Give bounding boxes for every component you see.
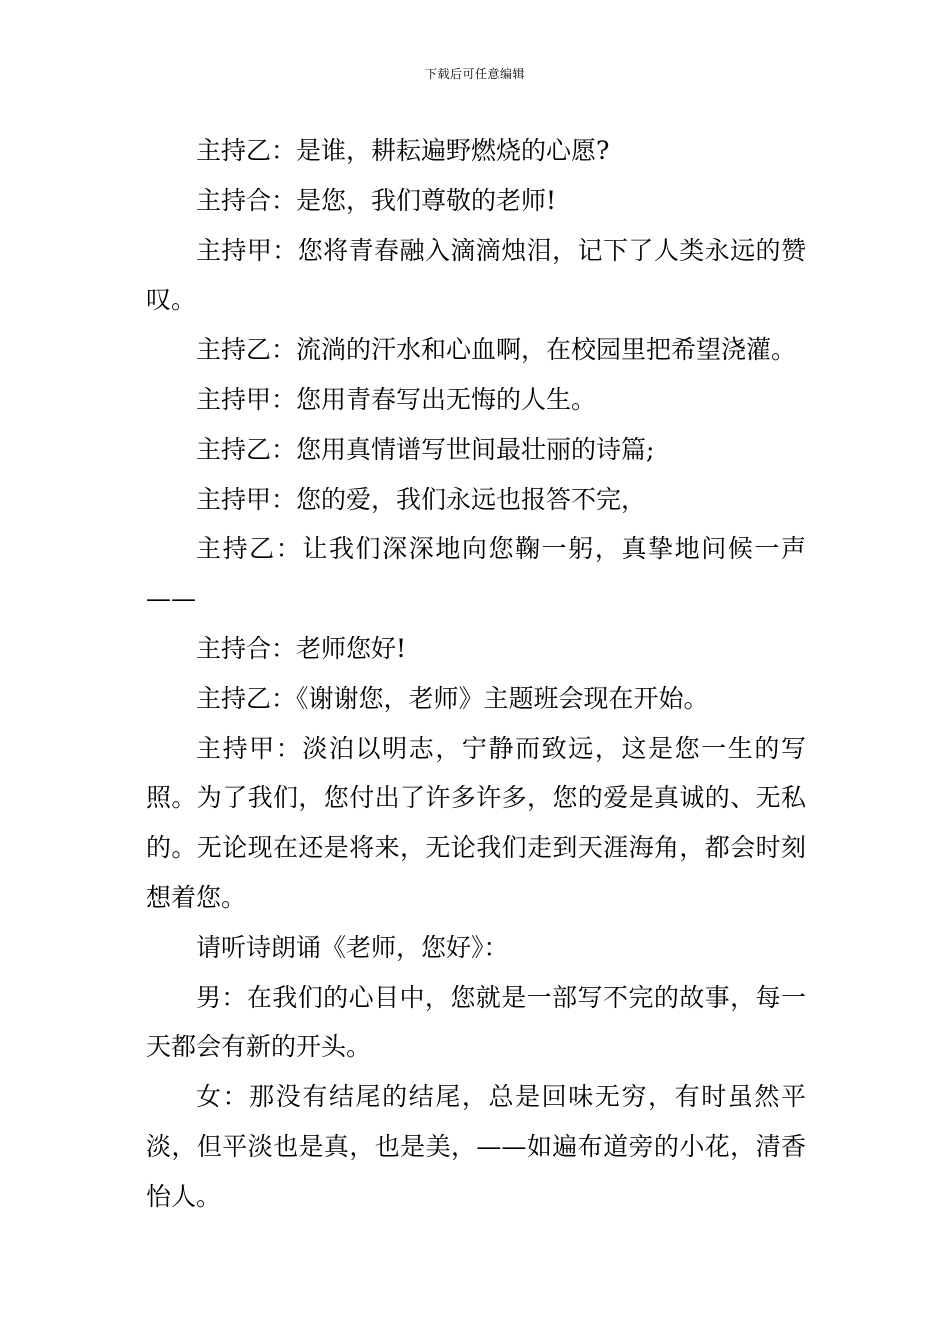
- paragraph: 主持甲：您用青春写出无悔的人生。: [196, 384, 597, 414]
- paragraph: 主持甲：您的爱，我们永远也报答不完，: [196, 484, 647, 514]
- paragraph: 主持甲：您将青春融入滴滴烛泪，记下了人类永远的赞叹。: [146, 235, 806, 315]
- paragraph: 主持乙：让我们深深地向您鞠一躬，真挚地问候一声——: [146, 534, 806, 614]
- paragraph: 主持合：是您，我们尊敬的老师!: [196, 185, 557, 215]
- document-body: [146, 126, 806, 1222]
- paragraph: 主持乙：流淌的汗水和心血啊，在校园里把希望浇灌。: [196, 335, 797, 365]
- paragraph: 主持乙：《谢谢您，老师》主题班会现在开始。: [196, 683, 709, 713]
- paragraph: 主持乙：是谁，耕耘遍野燃烧的心愿?: [196, 136, 610, 165]
- paragraph: 主持甲：淡泊以明志，宁静而致远，这是您一生的写照。为了我们，您付出了许多许多，您的爱是真诚的、无私的。无论现在还是将来，无论我们走到天涯海角，都会时刻想着您。: [146, 733, 806, 912]
- paragraph: 主持合：老师您好!: [196, 633, 407, 663]
- paragraph: 主持乙：您用真情谱写世间最壮丽的诗篇;: [196, 434, 655, 464]
- paragraph: 女：那没有结尾的结尾，总是回味无穷，有时虽然平淡，但平淡也是真，也是美，——如遍布道旁的小花，清香怡人。: [146, 1082, 806, 1211]
- paragraph: 男：在我们的心目中，您就是一部写不完的故事，每一天都会有新的开头。: [146, 982, 806, 1062]
- page-header: 下载后可任意编辑: [424, 67, 525, 81]
- paragraph: 请听诗朗诵《老师，您好》：: [196, 932, 509, 962]
